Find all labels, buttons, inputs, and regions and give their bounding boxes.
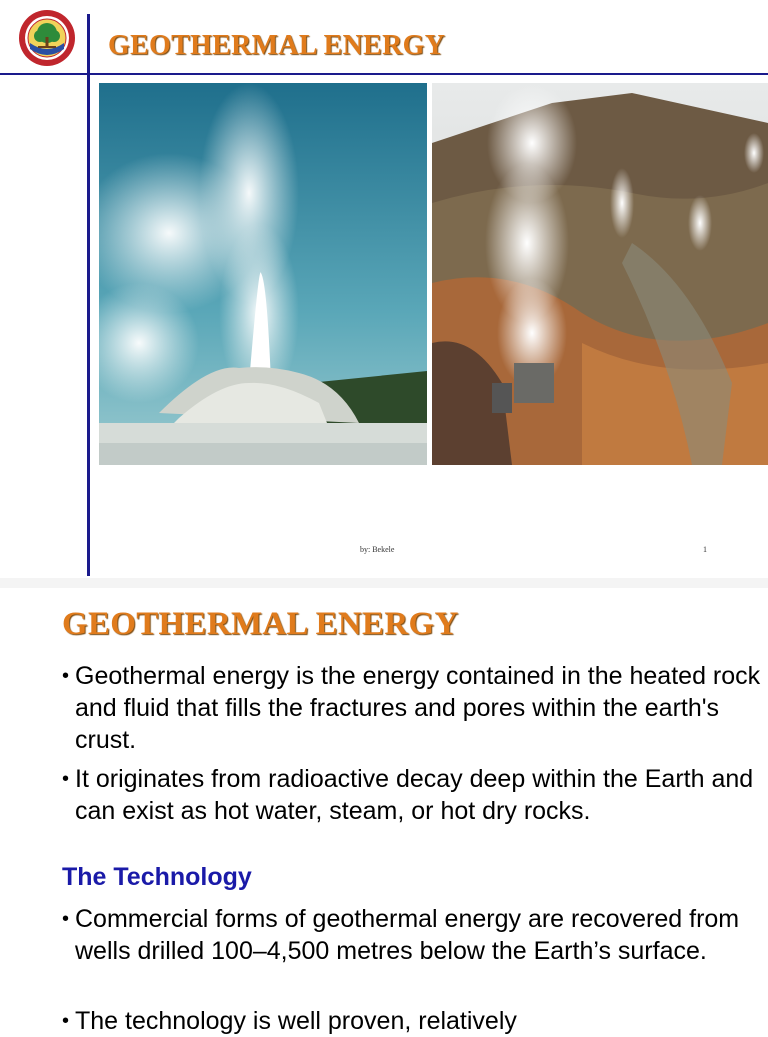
bullet-item — [62, 660, 762, 756]
bullet-text: It originates from radioactive decay deep within the Earth and can exist as hot water, steam, or hot dry rocks. — [75, 765, 754, 825]
slide-1-title: GEOTHERMAL ENERGY — [108, 30, 446, 61]
bullet-item — [62, 903, 762, 967]
university-logo-icon — [18, 9, 76, 67]
bullet-icon: • — [62, 908, 70, 930]
page-number: 1 — [703, 545, 707, 554]
page-separator — [0, 578, 768, 588]
horizontal-rule — [0, 73, 768, 75]
bullet-text: Geothermal energy is the energy contained in the heated rock and fluid that fills the fractures and pores within the earth's crust. — [75, 662, 761, 754]
bullet-icon: • — [62, 665, 70, 687]
vertical-rule — [87, 14, 90, 576]
slide-2 — [0, 588, 768, 1035]
bullet-icon: • — [62, 768, 70, 790]
bullet-text: Commercial forms of geothermal energy are recovered from wells drilled 100–4,500 metres below the Earth’s surface. — [75, 905, 740, 965]
bullet-icon: • — [62, 1010, 70, 1032]
bullet-item — [62, 1005, 762, 1037]
section-heading: The Technology — [62, 863, 252, 891]
slide-2-title: GEOTHERMAL ENERGY — [62, 606, 459, 642]
footer-author: by: Bekele — [360, 545, 395, 554]
bullet-item — [62, 763, 762, 827]
geothermal-plant-photo — [432, 83, 768, 465]
geyser-photo — [99, 83, 427, 465]
bullet-text: The technology is well proven, relatively — [75, 1007, 517, 1035]
